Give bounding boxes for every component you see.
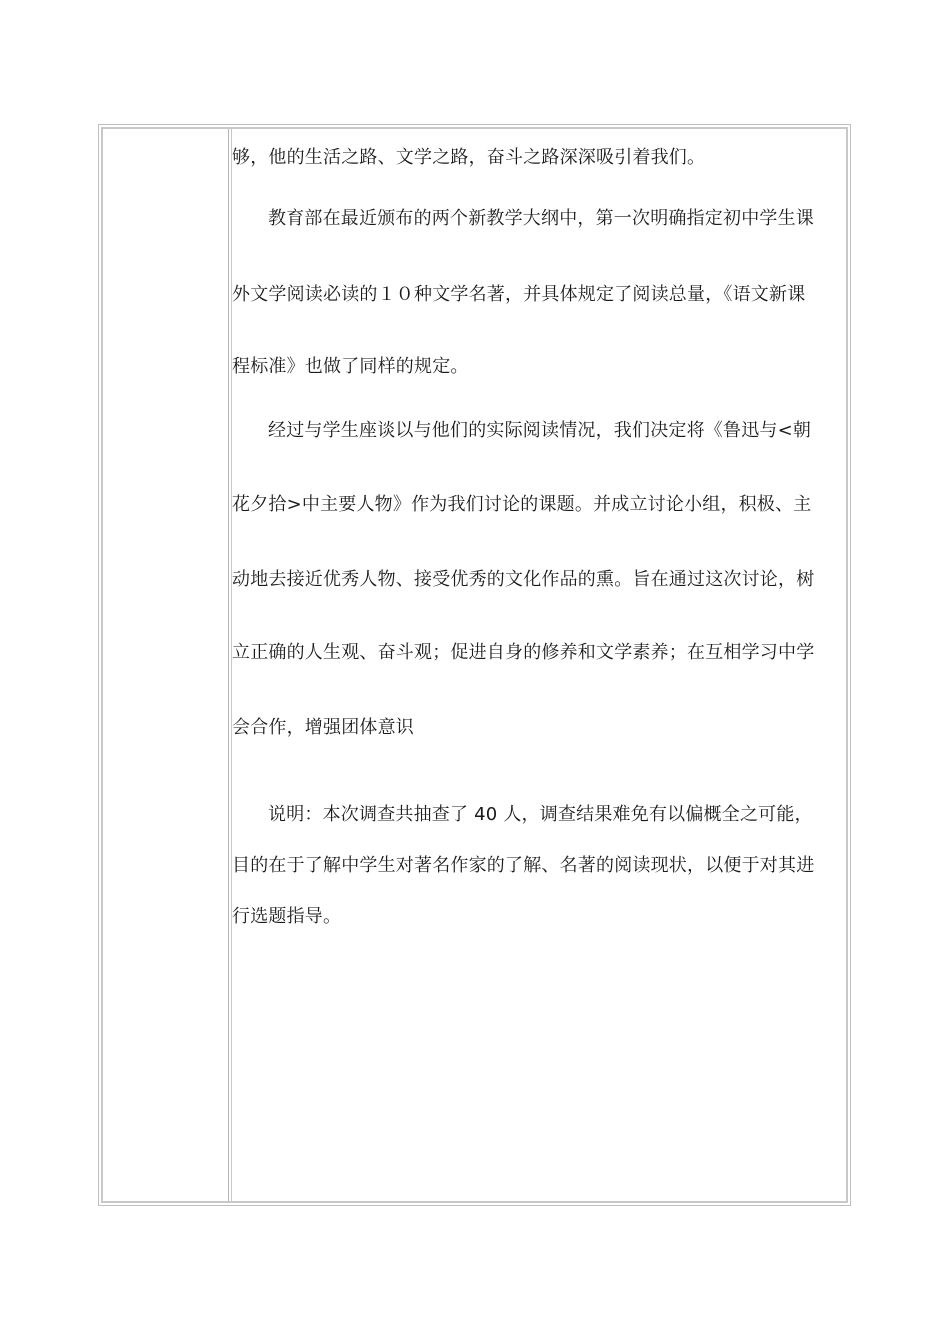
paragraph-line: 花夕拾>中主要人物》作为我们讨论的课题。并成立讨论小组，积极、主 bbox=[232, 494, 812, 515]
paragraph-line: 行选题指导。 bbox=[232, 906, 342, 927]
paragraph-line: 会合作，增强团体意识 bbox=[232, 717, 414, 738]
table-content-cell bbox=[232, 129, 848, 1201]
paragraph-line: 目的在于了解中学生对著名作家的了解、名著的阅读现状，以便于对其进 bbox=[232, 855, 815, 876]
paragraph-line: 够，他的生活之路、文学之路，奋斗之路深深吸引着我们。 bbox=[232, 147, 706, 168]
column-divider bbox=[228, 129, 229, 1201]
paragraph-line: 立正确的人生观、奋斗观；促进自身的修养和文学素养；在互相学习中学 bbox=[232, 642, 815, 663]
paragraph-line: 动地去接近优秀人物、接受优秀的文化作品的熏。旨在通过这次讨论，树 bbox=[232, 569, 815, 590]
paragraph-line: 程标准》也做了同样的规定。 bbox=[232, 356, 469, 377]
paragraph-line: 外文学阅读必读的１０种文学名著，并具体规定了阅读总量，《语文新课 bbox=[232, 284, 806, 305]
paragraph-line: 教育部在最近颁布的两个新教学大纲中，第一次明确指定初中学生课 bbox=[268, 208, 814, 229]
table-left-cell bbox=[103, 129, 228, 1201]
paragraph-line: 经过与学生座谈以与他们的实际阅读情况，我们决定将《鲁迅与<朝 bbox=[268, 420, 812, 441]
paragraph-line: 说明：本次调查共抽查了 40 人，调查结果难免有以偏概全之可能， bbox=[268, 804, 813, 825]
